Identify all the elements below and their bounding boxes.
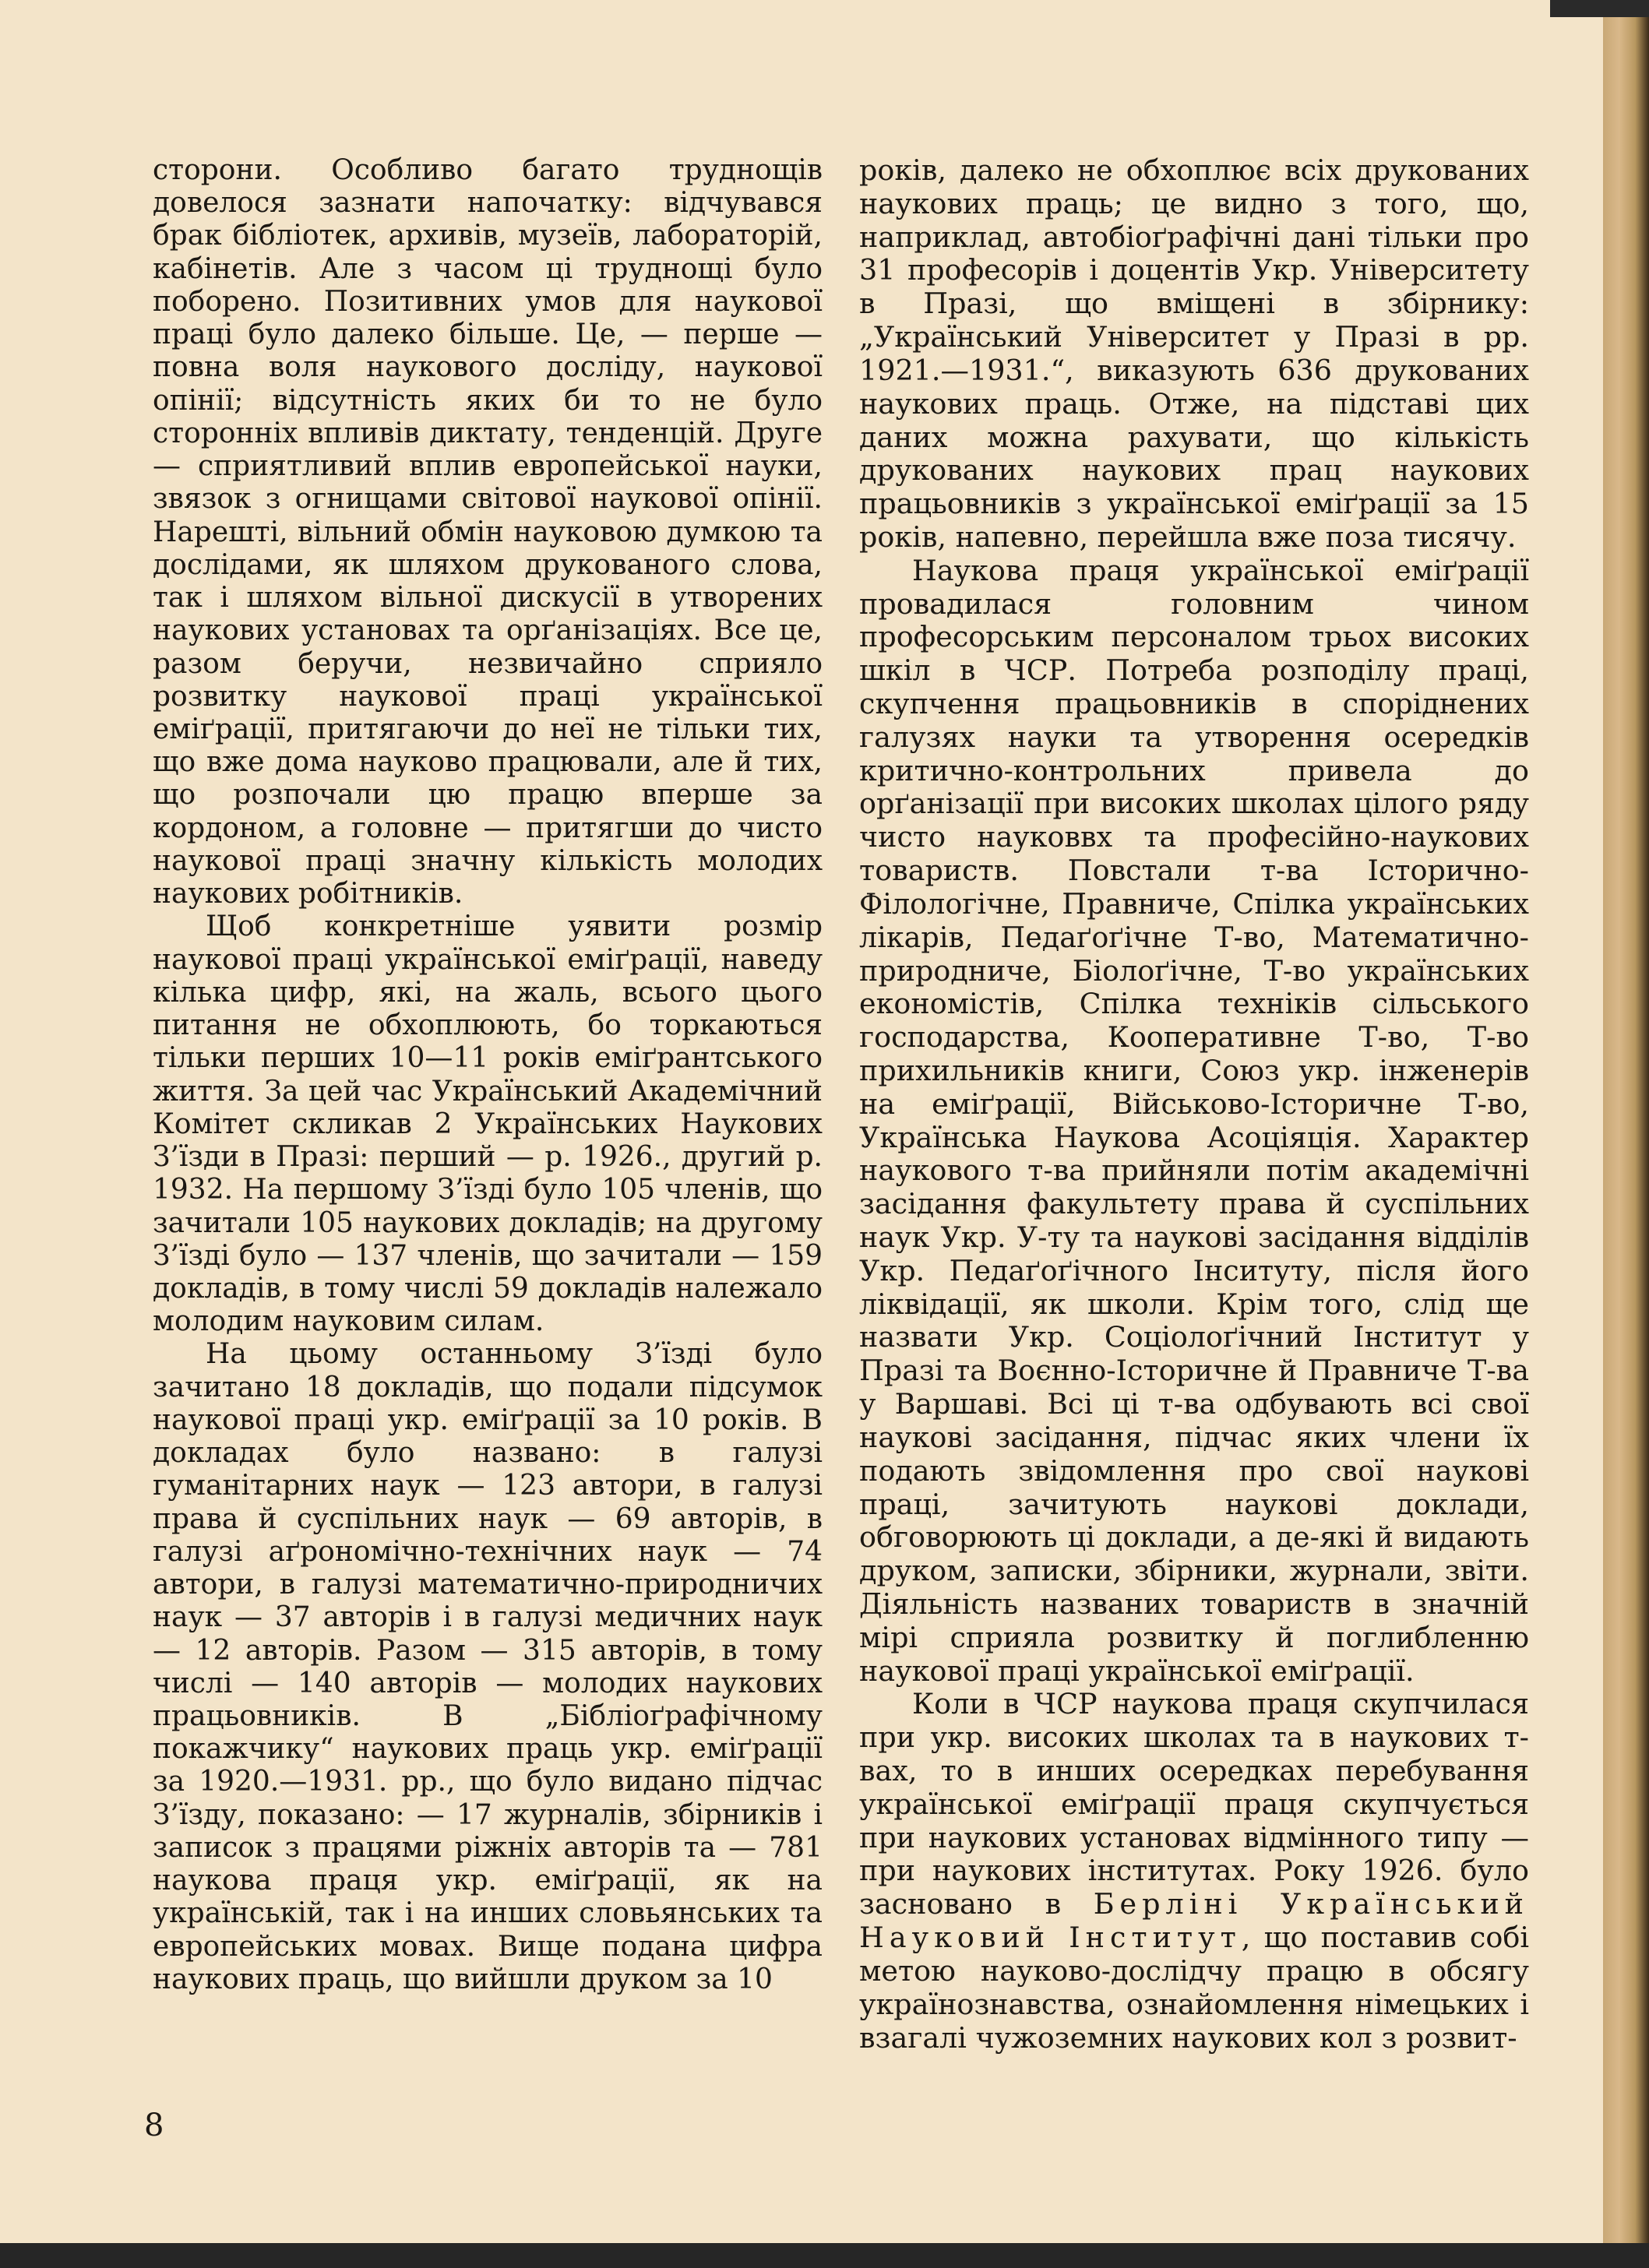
- paragraph: [859, 1688, 1529, 2055]
- page-number: 8: [144, 2108, 164, 2143]
- book-spine-shadow: [1603, 0, 1649, 2268]
- paragraph-text: , що поставив собі метою науково-дослідчу працю в обсягу українознавства, ознайомлення німецьких і взагалі чужоземних наукових кол з розвит-: [859, 1921, 1529, 2055]
- paragraph-text: років, далеко не обхоплює всіх друкованих наукових праць; це видно з того, що, наприклад, автобіоґрафічні дані тільки про 31 професорів і доцентів Укр. Університету в Празі, що вміщені в збірнику: „Український Університет у Празі в рр. 1921.—1931.“, виказують 636 друкованих наукових праць. Отже, на підставі цих даних можна рахувати, що кількість друкованих наукових прац наукових працьовників з української еміґрації за 15 років, напевно, перейшла вже поза тисячу.: [859, 153, 1529, 554]
- institute-name-spaced: Берліні Український Науковий Інститут: [859, 1887, 1529, 1955]
- scan-edge-top: [1550, 0, 1649, 17]
- scan-edge-bottom: [0, 2243, 1649, 2268]
- left-text-column: [153, 154, 823, 1996]
- paragraph: [859, 555, 1529, 1689]
- paragraph: [859, 154, 1529, 555]
- right-text-column: [859, 154, 1529, 2055]
- paragraph: На цьому останньому З’їзді було зачитано 18 докладів, що подали підсумок наукової праці укр. еміґрації за 10 років. В докладах було названо: в галузі гуманітарних наук — 123 автори, в галузі права й суспільних наук — 69 авторів, в галузі аґрономічно-технічних наук — 74 автори, в галузі математично-природничих наук — 37 авторів і в галузі медичних наук — 12 авторів. Разом — 315 авторів, в тому числі — 140 авторів — молодих наукових працьовників. В „Бібліоґрафічному покажчику“ наукових праць укр. еміґрації за 1920.—1931. рр., що було видано підчас З’їзду, показано: — 17 журналів, збірників і записок з працями ріжніх авторів та — 781 наукова праця укр. еміґрації, як на українській, так і на инших словьянських та европейських мовах. Вище подана цифра наукових праць, що вийшли друком за 10: [153, 1338, 823, 1995]
- paragraph: сторони. Особливо багато труднощів довелося зазнати напочатку: відчувався брак бібліотек, архивів, музеїв, лабораторій, кабінетів. Але з часом ці труднощі було поборено. Позитивних умов для наукової праці було далеко більше. Це, — перше — повна воля наукового досліду, наукової опінії; відсутність яких би то не було сторонніх впливів диктату, тенденцій. Друге — сприятливий вплив европейської науки, звязок з огнищами світової наукової опінії. Нарешті, вільний обмін науковою думкою та дослідами, як шляхом друкованого слова, так і шляхом вільної дискусії в утворених наукових установах та орґанізаціях. Все це, разом беручи, незвичайно сприяло розвитку наукової праці української еміґрації, притягаючи до неї не тільки тих, що вже дома науково працювали, але й тих, що розпочали цю працю вперше за кордоном, а головне — притягши до чисто наукової праці значну кількість молодих наукових робітників.: [153, 154, 823, 910]
- paragraph: Щоб конкретніше уявити розмір наукової праці української еміґрації, наведу кілька цифр, які, на жаль, всього цього питання не обхоплюють, бо торкаються тільки перших 10—11 років еміґрантського життя. За цей час Український Академічний Комітет скликав 2 Українських Наукових З’їзди в Празі: перший — р. 1926., другий р. 1932. На першому З’їзді було 105 членів, що зачитали 105 наукових докладів; на другому З’їзді було — 137 членів, що зачитали — 159 докладів, в тому числі 59 докладів належало молодим науковим силам.: [153, 910, 823, 1338]
- paragraph-text: Наукова праця української еміґрації провадилася головним чином професорським персоналом трьох високих шкіл в ЧСР. Потреба розподілу праці, скупчення працьовників в споріднених галузях науки та утворення осередків критично-контрольних привела до орґанізації при високих школах цілого ряду чисто науковвх та професійно-наукових товариств. Повстали т-ва Історично-Філологічне, Правниче, Спілка українських лікарів, Педаґоґічне Т-во, Математично-природниче, Біолоґічне, Т-во українських економістів, Спілка техніків сільського господарства, Кооперативне Т-во, Т-во прихильників книги, Союз укр. інженерів на еміґрації, Військово-Історичне Т-во, Українська Наукова Асоціяція. Характер наукового т-ва прийняли потім академічні засідання факультету права й суспільних наук Укр. У-ту та наукові засідання відділів Укр. Педаґоґічного Інситуту, після його ліквідації, як школи. Крім того, слід ще назвати Укр. Соціолоґічний Інститут у Празі та Воєнно-Історичне й Правниче Т-ва у Варшаві. Всі ці т-ва одбувають всі свої наукові засідання, підчас яких члени їх подають звідомлення про свої наукові праці, зачитують наукові доклади, обговорюють ці доклади, а де-які й видають друком, записки, збірники, журнали, звіти. Діяльність названих товариств в значній мірі сприяла розвитку й поглибленню наукової праці української еміґрації.: [859, 553, 1529, 1688]
- paragraph-text: Коли в ЧСР наукова праця скупчилася при укр. високих школах та в наукових т-вах, то в инших осередках перебування української еміґрації праця скупчується при наукових установах відмінного типу — при наукових інститутах. Року 1926. було засновано в: [859, 1687, 1529, 1921]
